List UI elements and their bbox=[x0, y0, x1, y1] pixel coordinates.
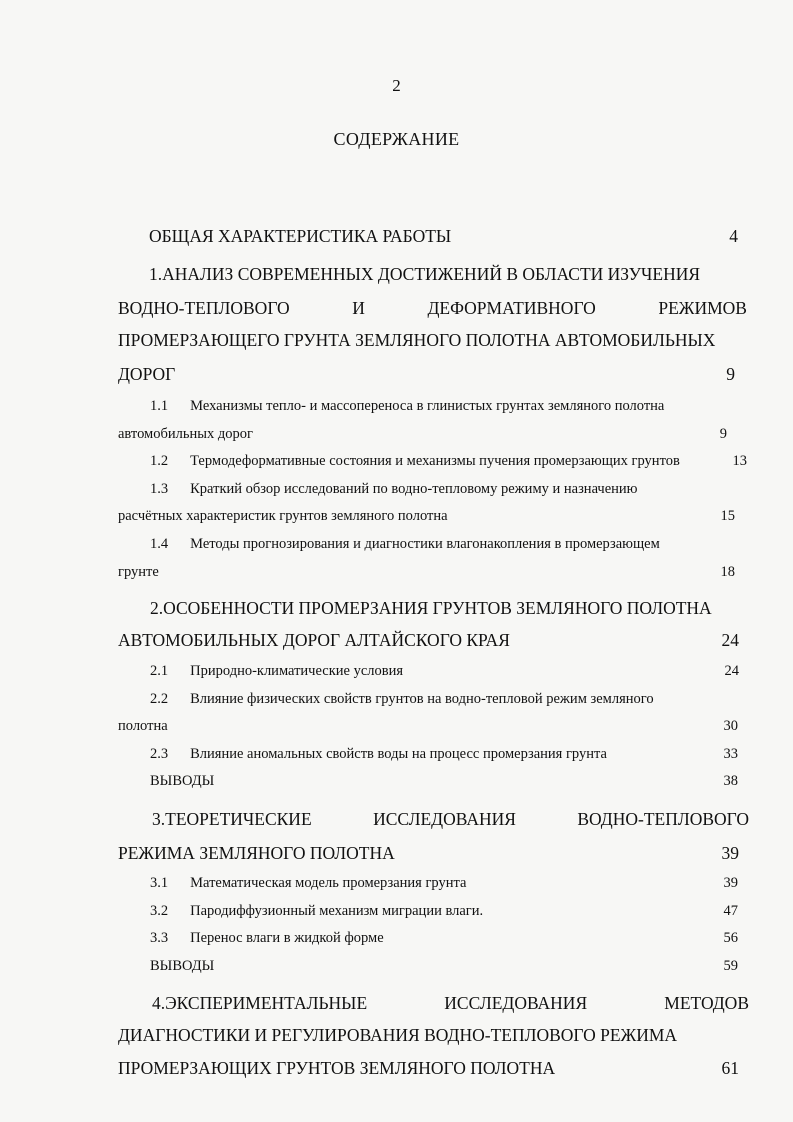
chapter-1-title-part: ПРОМЕРЗАЮЩЕГО ГРУНТА ЗЕМЛЯНОГО ПОЛОТНА АВТОМОБИЛЬНЫХ bbox=[118, 330, 716, 350]
section-number: 1.1 bbox=[150, 398, 169, 414]
chapter-2-title-part: 2.ОСОБЕННОСТИ ПРОМЕРЗАНИЯ ГРУНТОВ ЗЕМЛЯНОГО ПОЛОТНА bbox=[150, 598, 712, 618]
toc-entry-3-1 bbox=[150, 875, 738, 892]
section-number: 1.2 bbox=[150, 453, 169, 469]
section-title: Методы прогнозирования и диагностики влагонакопления в промерзающем bbox=[190, 536, 660, 552]
chapter-4-heading-line-2 bbox=[118, 1025, 749, 1046]
section-title: расчётных характеристик грунтов земляного полотна bbox=[118, 508, 448, 524]
section-title: ВЫВОДЫ bbox=[150, 958, 215, 974]
section-number: 1.3 bbox=[150, 481, 169, 497]
toc-entry-1-2 bbox=[150, 453, 747, 470]
chapter-4-title-word: 4.ЭКСПЕРИМЕНТАЛЬНЫЕ bbox=[152, 993, 368, 1013]
toc-page-number: 9 bbox=[726, 364, 735, 384]
toc-entry-1-1 bbox=[150, 398, 747, 415]
toc-page-number: 15 bbox=[720, 508, 735, 524]
chapter-3-heading-line-1 bbox=[152, 809, 749, 830]
toc-page-number: 61 bbox=[721, 1058, 739, 1078]
chapter-1-title-part: ДОРОГ bbox=[118, 364, 176, 384]
section-title: автомобильных дорог bbox=[118, 426, 253, 442]
section-title: грунте bbox=[118, 564, 159, 580]
chapter-2-title-part: АВТОМОБИЛЬНЫХ ДОРОГ АЛТАЙСКОГО КРАЯ bbox=[118, 630, 510, 650]
toc-page-number: 24 bbox=[724, 663, 739, 679]
toc-page-number: 18 bbox=[720, 564, 735, 580]
chapter-4-title-word: МЕТОДОВ bbox=[664, 993, 749, 1013]
toc-page-number: 4 bbox=[729, 226, 738, 246]
toc-page-number: 33 bbox=[723, 746, 738, 762]
chapter-3-title-word: ИССЛЕДОВАНИЯ bbox=[373, 809, 516, 829]
toc-entry-2-3 bbox=[150, 746, 738, 763]
section-title: Влияние аномальных свойств воды на процесс промерзания грунта bbox=[190, 746, 607, 762]
chapter-1-title-part: 1.АНАЛИЗ СОВРЕМЕННЫХ ДОСТИЖЕНИЙ В ОБЛАСТИ ИЗУЧЕНИЯ bbox=[149, 264, 701, 284]
chapter-4-heading-line-3 bbox=[118, 1058, 739, 1079]
chapter-1-heading-line-4 bbox=[118, 364, 735, 385]
toc-entry-1-4-cont bbox=[118, 564, 735, 581]
toc-entry-3-2 bbox=[150, 903, 738, 920]
section-title: Перенос влаги в жидкой форме bbox=[190, 930, 384, 946]
toc-entry-3-3 bbox=[150, 930, 738, 947]
toc-page-number: 30 bbox=[723, 718, 738, 734]
section-title: Математическая модель промерзания грунта bbox=[190, 875, 467, 891]
chapter-3-title-part: РЕЖИМА ЗЕМЛЯНОГО ПОЛОТНА bbox=[118, 843, 395, 863]
toc-entry-2-conclusions bbox=[150, 773, 738, 790]
toc-entry-2-2-cont bbox=[118, 718, 738, 735]
chapter-1-heading-line-2 bbox=[118, 298, 747, 319]
toc-entry-general bbox=[149, 226, 738, 247]
chapter-1-title-word: ДЕФОРМАТИВНОГО bbox=[427, 298, 596, 318]
toc-page-number: 39 bbox=[723, 875, 738, 891]
section-title: ВЫВОДЫ bbox=[150, 773, 215, 789]
chapter-1-title-word: ВОДНО-ТЕПЛОВОГО bbox=[118, 298, 290, 318]
toc-page-number: 59 bbox=[723, 958, 738, 974]
section-number: 2.2 bbox=[150, 691, 169, 707]
section-number: 2.1 bbox=[150, 663, 169, 679]
toc-entry-3-conclusions bbox=[150, 958, 738, 975]
toc-entry-1-4 bbox=[150, 536, 747, 553]
toc-page-number: 38 bbox=[723, 773, 738, 789]
chapter-3-title-word: ВОДНО-ТЕПЛОВОГО bbox=[577, 809, 749, 829]
chapter-4-heading-line-1 bbox=[152, 993, 749, 1014]
toc-page-number: 24 bbox=[721, 630, 739, 650]
section-title: Природно-климатические условия bbox=[190, 663, 404, 679]
toc-page-number: 39 bbox=[721, 843, 739, 863]
chapter-2-heading-line-2 bbox=[118, 630, 739, 651]
page-number: 2 bbox=[392, 76, 401, 95]
section-title: Пародиффузионный механизм миграции влаги. bbox=[190, 903, 484, 919]
chapter-4-title-word: ИССЛЕДОВАНИЯ bbox=[444, 993, 588, 1013]
section-number: 2.3 bbox=[150, 746, 169, 762]
toc-entry-1-3 bbox=[150, 481, 747, 498]
chapter-3-title-word: 3.ТЕОРЕТИЧЕСКИЕ bbox=[152, 809, 312, 829]
section-number: 3.1 bbox=[150, 875, 169, 891]
section-number: 3.2 bbox=[150, 903, 169, 919]
toc-entry-2-2 bbox=[150, 691, 747, 708]
chapter-1-heading-line-3 bbox=[118, 330, 747, 351]
toc-entry-1-3-cont bbox=[118, 508, 735, 525]
chapter-4-title-part: ПРОМЕРЗАЮЩИХ ГРУНТОВ ЗЕМЛЯНОГО ПОЛОТНА bbox=[118, 1058, 556, 1078]
toc-entry-1-1-cont bbox=[118, 426, 727, 443]
toc-page-number: 47 bbox=[723, 903, 738, 919]
page-title: СОДЕРЖАНИЕ bbox=[333, 129, 460, 149]
section-title: Механизмы тепло- и массопереноса в глинистых грунтах земляного полотна bbox=[190, 398, 665, 414]
toc-page-number: 56 bbox=[723, 930, 738, 946]
chapter-4-title-part: ДИАГНОСТИКИ И РЕГУЛИРОВАНИЯ ВОДНО-ТЕПЛОВОГО РЕЖИМА bbox=[118, 1025, 678, 1045]
chapter-2-heading-line-1 bbox=[150, 598, 747, 619]
section-title: Влияние физических свойств грунтов на водно-тепловой режим земляного bbox=[190, 691, 654, 707]
chapter-1-title-word: И bbox=[352, 298, 365, 318]
toc-page-number: 13 bbox=[732, 453, 747, 469]
chapter-1-title-word: РЕЖИМОВ bbox=[658, 298, 747, 318]
chapter-3-heading-line-2 bbox=[118, 843, 739, 864]
toc-entry-label: ОБЩАЯ ХАРАКТЕРИСТИКА РАБОТЫ bbox=[149, 226, 452, 246]
toc-entry-2-1 bbox=[150, 663, 739, 680]
section-title: Краткий обзор исследований по водно-тепловому режиму и назначению bbox=[190, 481, 638, 497]
section-number: 1.4 bbox=[150, 536, 169, 552]
section-title: полотна bbox=[118, 718, 168, 734]
section-number: 3.3 bbox=[150, 930, 169, 946]
toc-page-number: 9 bbox=[719, 426, 727, 442]
section-title: Термодеформативные состояния и механизмы пучения промерзающих грунтов bbox=[190, 453, 680, 469]
chapter-1-heading-line-1 bbox=[149, 264, 747, 285]
